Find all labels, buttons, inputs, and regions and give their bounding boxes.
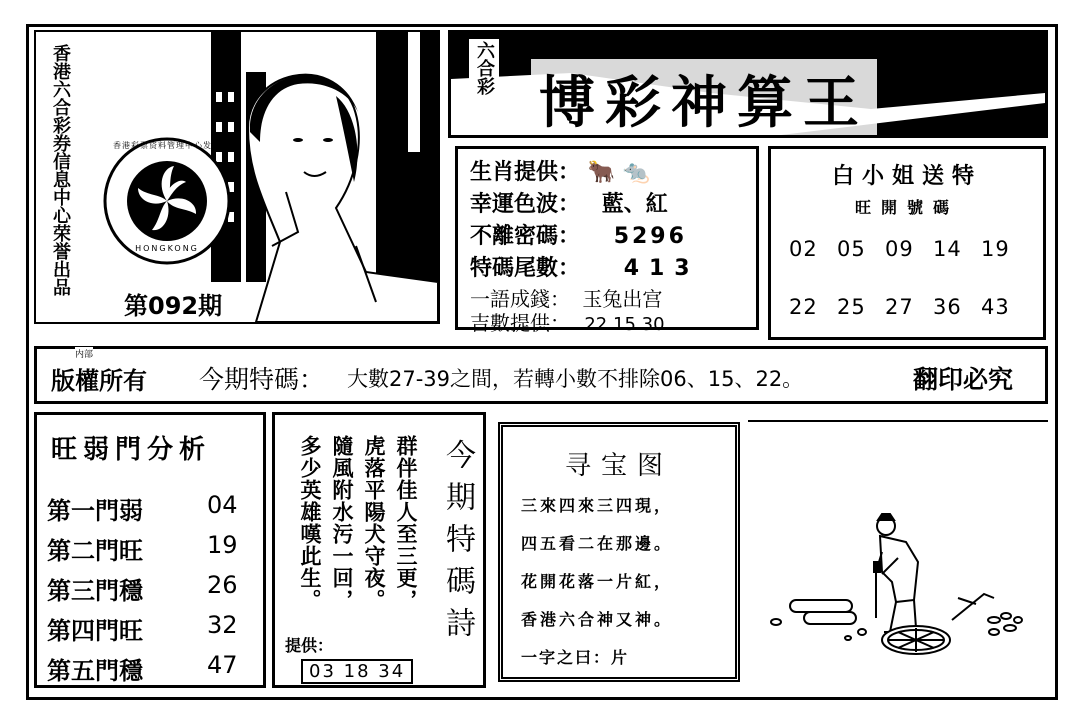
banner-label: 今期特碼： (199, 365, 325, 394)
special-title: 白小姐送特 (831, 163, 982, 189)
title-main-text: 博彩神算王 (531, 59, 877, 138)
banner-right-text: 翻印必究 (913, 365, 1014, 394)
special-subtitle: 旺開號碼 (854, 198, 959, 217)
analysis-label: 第二門旺 (47, 537, 143, 565)
banner-text: 大數27-39之間，若轉小數不排除06、15、22。 (347, 367, 804, 391)
special-row-1 (789, 237, 1021, 261)
vertical-slogan: 香港六合彩券信息中心荣誉出品 (50, 44, 71, 296)
title-banner (448, 30, 1048, 138)
info-table (455, 146, 759, 335)
analysis-value: 32 (207, 611, 238, 639)
poem-line: 隨風附水污一回， (330, 435, 355, 611)
lucky-row (470, 307, 665, 336)
analysis-title: 旺弱門分析 (51, 435, 212, 465)
analysis-value: 04 (207, 491, 238, 519)
man-with-wheel-illustration (748, 422, 1048, 690)
special-number: 14 (933, 237, 962, 261)
poem-side-title: 今期特碼詩 (440, 439, 475, 649)
analysis-value: 47 (207, 651, 238, 679)
issue-number: 第092期 (120, 286, 226, 321)
special-number: 09 (885, 237, 914, 261)
zodiac-label: 生肖提供： (470, 160, 581, 185)
treasure-title: 寻宝图 (564, 451, 673, 481)
special-number: 36 (933, 295, 962, 319)
analysis-label: 第三門穩 (47, 577, 143, 605)
title-small-text: 六合彩 (469, 39, 499, 131)
color-label: 幸運色波： (470, 192, 581, 217)
special-code-banner (34, 346, 1048, 404)
analysis-row (47, 491, 238, 526)
saying-value: 玉兔出宫 (582, 287, 663, 311)
special-numbers-box (768, 146, 1046, 340)
treasure-line: 花開花落一片紅， (521, 572, 674, 591)
emblem-bottom-text: HONGKONG (135, 244, 199, 253)
color-row (470, 187, 668, 218)
special-number: 22 (789, 295, 818, 319)
gate-analysis-box (34, 412, 266, 688)
zodiac-row (470, 155, 650, 186)
poem-numbers: 03 18 34 (301, 659, 413, 684)
analysis-row (47, 571, 238, 606)
poem-line: 虎落平陽犬守夜。 (362, 435, 387, 611)
analysis-value: 19 (207, 531, 238, 559)
analysis-label: 第一門弱 (47, 497, 143, 525)
poem-provide-label: 提供： (285, 636, 334, 655)
treasure-line: 四五看二在那邊。 (521, 534, 674, 553)
banner-left-text: 版權所有 (51, 367, 147, 395)
treasure-line: 香港六合神又神。 (521, 610, 674, 629)
color-value: 藍、紅 (601, 192, 668, 217)
code-label: 不離密碼： (470, 224, 581, 249)
code-value: 5296 (613, 224, 687, 249)
poem-box (272, 412, 486, 688)
special-number: 27 (885, 295, 914, 319)
ox-icon: 🐂 (587, 160, 616, 185)
analysis-value: 26 (207, 571, 238, 599)
lucky-label: 吉數提供： (470, 311, 570, 335)
emblem-ring-text: 香港彩票资料管理中心发行 (113, 141, 221, 150)
skyline-graphic (36, 32, 438, 322)
code-row (470, 219, 687, 250)
rat-icon: 🐀 (622, 160, 651, 185)
treasure-line: 三來四來三四現， (521, 496, 674, 515)
special-row-2 (789, 295, 1021, 319)
special-number: 05 (837, 237, 866, 261)
treasure-footer: 一字之曰：片 (521, 648, 630, 667)
poem-line: 多少英雄嘆此生。 (298, 435, 323, 611)
special-number: 25 (837, 295, 866, 319)
analysis-label: 第四門旺 (47, 617, 143, 645)
analysis-row (47, 651, 238, 686)
banner-small-tag: 内部 (75, 347, 93, 360)
special-number: 43 (981, 295, 1010, 319)
analysis-row (47, 531, 238, 566)
photo-panel (34, 30, 440, 324)
analysis-label: 第五門穩 (47, 657, 143, 685)
saying-label: 一語成錢： (470, 287, 570, 311)
poem-line: 群伴佳人至三更， (394, 435, 419, 611)
treasure-map-box (498, 422, 740, 682)
tail-value: 413 (623, 256, 700, 281)
lucky-value: 22 15 30 (584, 314, 665, 335)
special-number: 19 (981, 237, 1010, 261)
illustration-panel (748, 420, 1048, 688)
analysis-row (47, 611, 238, 646)
tail-row (470, 251, 700, 282)
special-number: 02 (789, 237, 818, 261)
tail-label: 特碼尾數： (470, 256, 581, 281)
